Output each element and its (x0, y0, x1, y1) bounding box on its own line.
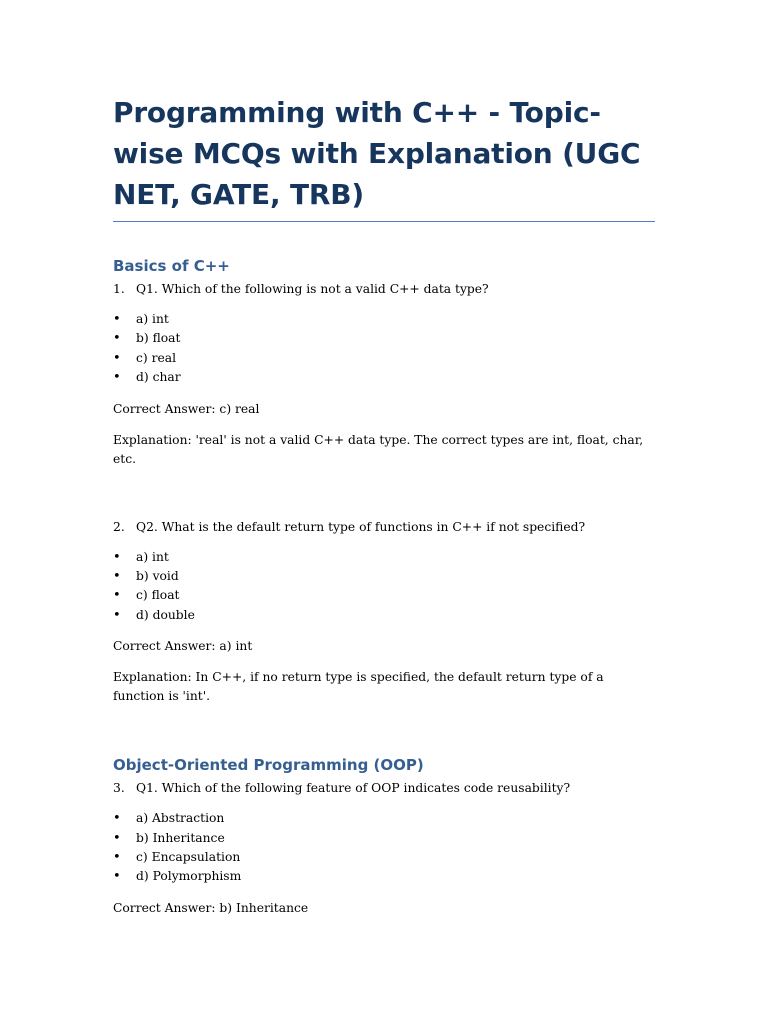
option-item: • c) float (113, 586, 655, 605)
bullet-icon: • (113, 370, 121, 386)
options-list (113, 809, 655, 887)
option-item: • c) real (113, 349, 655, 368)
bullet-icon: • (113, 549, 121, 565)
question-number: 3. (113, 781, 125, 796)
option-item: • d) Polymorphism (113, 867, 655, 886)
section-heading-oop: Object-Oriented Programming (OOP) (113, 756, 424, 775)
question (113, 779, 655, 797)
option-item: • b) float (113, 329, 655, 348)
bullet-icon: • (113, 331, 121, 347)
section-heading-basics: Basics of C++ (113, 257, 230, 275)
bullet-icon: • (113, 312, 121, 327)
spacer (113, 469, 655, 514)
bullet-icon: • (113, 588, 121, 604)
bullet-icon: • (113, 569, 121, 585)
bullet-icon: • (113, 811, 121, 827)
option-item: • a) int (113, 548, 655, 567)
option-item: • b) void (113, 567, 655, 586)
option-item: • b) Inheritance (113, 829, 655, 848)
question-block (113, 518, 655, 707)
bullet-icon: • (113, 607, 121, 623)
option-item: • a) Abstraction (113, 809, 655, 828)
question (113, 518, 655, 536)
correct-answer: Correct Answer: c) real (113, 401, 260, 416)
question-number: 2. (113, 519, 125, 534)
question-number: 1. (113, 282, 125, 296)
explanation: Explanation: In C++, if no return type is specified, the default return type of a function is 'int'. (113, 670, 604, 704)
question-block (113, 779, 655, 918)
question-block (113, 280, 655, 469)
bullet-icon: • (113, 350, 121, 366)
options-list (113, 548, 655, 626)
bullet-icon: • (113, 850, 121, 866)
correct-answer: Correct Answer: b) Inheritance (113, 900, 309, 915)
question-text: Q1. Which of the following is not a valid C++ data type? (136, 282, 489, 296)
bullet-icon: • (113, 830, 121, 846)
options-list (113, 310, 655, 388)
question (113, 280, 655, 298)
option-item: • c) Encapsulation (113, 848, 655, 867)
correct-answer: Correct Answer: a) int (113, 639, 253, 654)
explanation: Explanation: 'real' is not a valid C++ data type. The correct types are int, float, char, etc. (113, 432, 644, 466)
option-item: • a) int (113, 310, 655, 329)
bullet-icon: • (113, 869, 121, 885)
question-text: Q2. What is the default return type of functions in C++ if not specified? (136, 519, 586, 534)
document-page (113, 92, 655, 918)
option-item: • d) char (113, 368, 655, 387)
option-item: • d) double (113, 606, 655, 625)
document-title: Programming with C++ - Topic-wise MCQs with Explanation (UGC NET, GATE, TRB) (113, 92, 655, 222)
question-text: Q1. Which of the following feature of OOP indicates code reusability? (136, 781, 571, 796)
